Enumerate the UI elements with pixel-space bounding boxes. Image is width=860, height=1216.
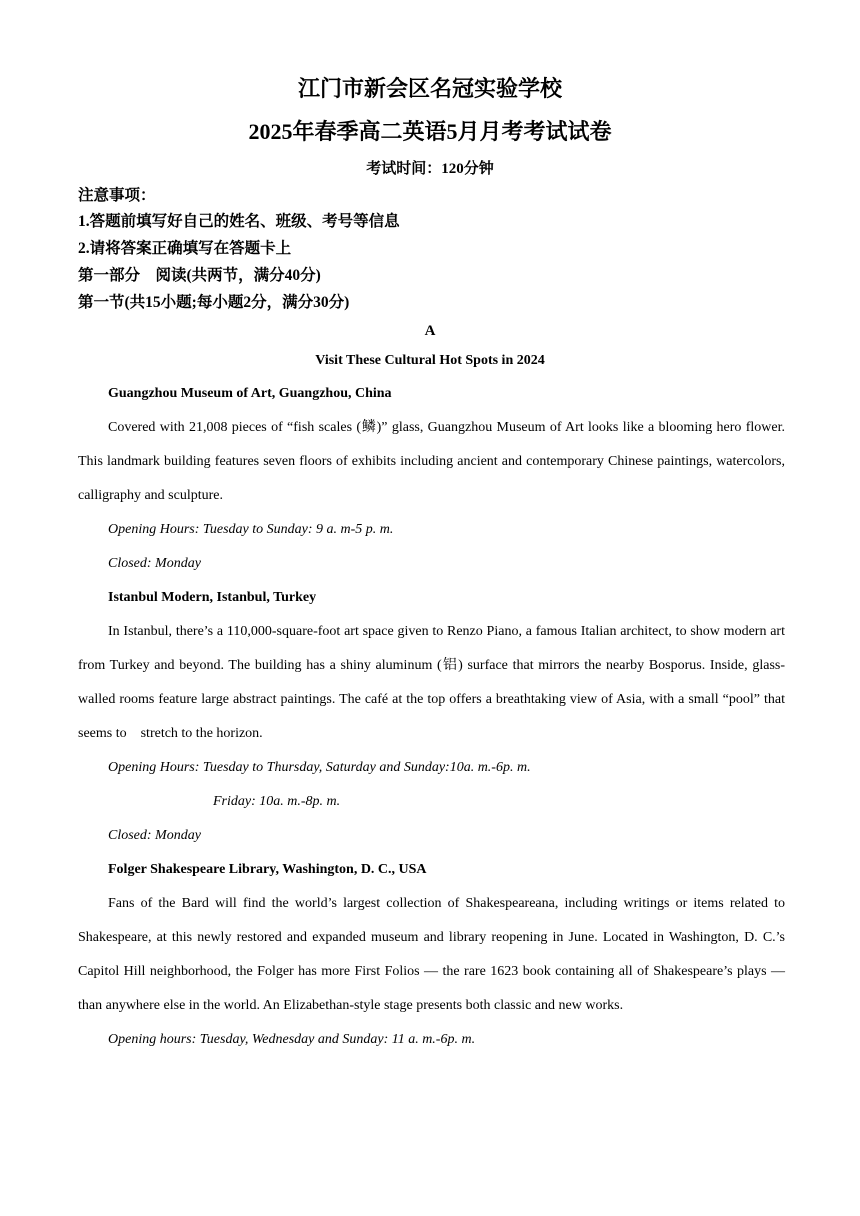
passage-body [78, 377, 785, 1057]
venue-1-name: Guangzhou Museum of Art, Guangzhou, China [108, 386, 392, 401]
notes-item-1: 1.答题前填写好自己的姓名、班级、考号等信息 [78, 213, 400, 230]
venue-1-closed: Closed: Monday [108, 556, 201, 571]
exam-time: 考试时间：120分钟 [366, 161, 494, 177]
venue-2-hours: Opening Hours: Tuesday to Thursday, Saturday and Sunday:10a. m.-6p. m. [108, 760, 531, 775]
passage-title: Visit These Cultural Hot Spots in 2024 [315, 353, 545, 368]
venue-2-hours-friday: Friday: 10a. m.-8p. m. [213, 794, 341, 809]
venue-2-name: Istanbul Modern, Istanbul, Turkey [108, 590, 317, 605]
exam-title: 2025年春季高二英语5月月考考试试卷 [248, 119, 612, 144]
venue-1-hours: Opening Hours: Tuesday to Sunday: 9 a. m-5 p. m. [108, 522, 394, 537]
part-one-heading: 第一部分 阅读(共两节，满分40分) [78, 267, 321, 284]
section-one-heading: 第一节(共15小题;每小题2分，满分30分) [78, 294, 350, 311]
venue-3-name: Folger Shakespeare Library, Washington, D. C., USA [108, 862, 427, 877]
notes-item-2: 2.请将答案正确填写在答题卡上 [78, 240, 292, 257]
notes-heading: 注意事项： [78, 187, 156, 204]
venue-2-closed: Closed: Monday [108, 828, 201, 843]
venue-1-text: Covered with 21,008 pieces of “fish scales (鳞)” glass, Guangzhou Museum of Art looks like a blooming hero flower. This landmark building features seven floors of exhibits including ancient and contemporary Chinese paintings, watercolors, calligraphy and sculpture. [78, 420, 785, 503]
venue-3-hours: Opening hours: Tuesday, Wednesday and Sunday: 11 a. m.-6p. m. [108, 1032, 476, 1047]
venue-2-text: In Istanbul, there’s a 110,000-square-foot art space given to Renzo Piano, a famous Italian architect, to show modern art from Turkey and beyond. The building has a shiny aluminum (铝) surface that mirrors the nearby Bosporus. Inside, glass-walled rooms feature large abstract paintings. The café at the top offers a breathtaking view of Asia, with a small “pool” that seems to stretch to the horizon. [78, 624, 785, 741]
school-name: 江门市新会区名冠实验学校 [297, 76, 562, 102]
passage-label: A [424, 323, 436, 339]
venue-3-text: Fans of the Bard will find the world’s largest collection of Shakespeareana, including writings or items related to Shakespeare, at this newly restored and expanded museum and library reopening in June. Located in Washington, D. C.’s Capitol Hill neighborhood, the Folger has more First Folios — the rare 1623 book containing all of Shakespeare’s plays — than anywhere else in the world. An Elizabethan-style stage presents both classic and new works. [78, 896, 785, 1013]
